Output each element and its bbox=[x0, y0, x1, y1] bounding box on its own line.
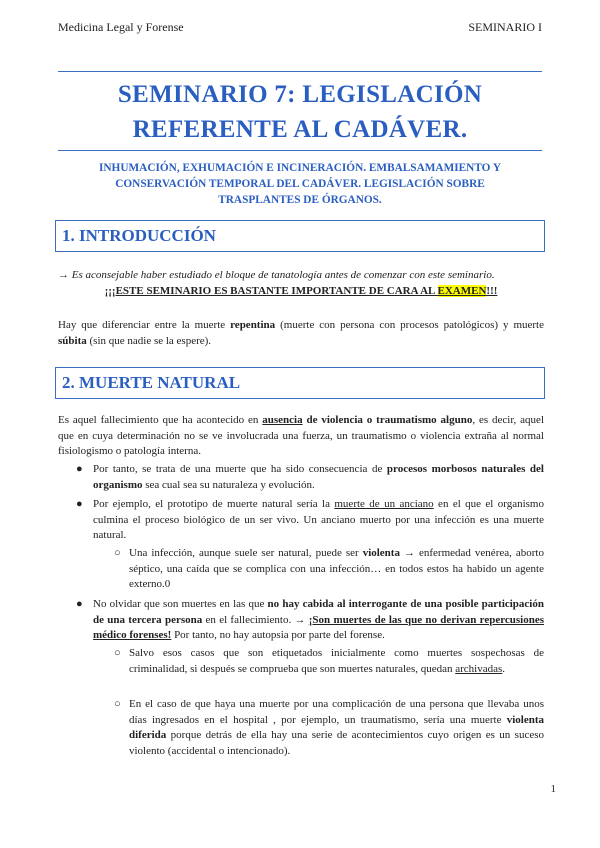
page-title bbox=[58, 77, 542, 147]
title-line-2: REFERENTE AL CADÁVER. bbox=[132, 116, 468, 143]
list-item: Una infección, aunque suele ser natural, puede ser violenta → enfermedad venérea, aborto séptico, una caída que se complica con una infección… en todos estos ha habido un agente externo.0 bbox=[129, 547, 544, 590]
title-bottom-rule bbox=[58, 150, 542, 151]
natural-death-definition: Es aquel fallecimiento que ha acontecido en ausencia de violencia o traumatismo alguno, es decir, aquel que en cuya determinación no se ve involucrada una fuerza, un traumatismo o violencia extraña al normal fisiologismo o patología interna. bbox=[58, 414, 544, 457]
page-number: 1 bbox=[550, 783, 556, 795]
exam-warning: ¡¡¡ESTE SEMINARIO ES BASTANTE IMPORTANTE DE CARA AL EXAMEN!!! bbox=[104, 285, 498, 297]
page-header bbox=[58, 20, 542, 35]
list-item: En el caso de que haya una muerte por una complicación de una persona que llevaba unos días ingresados en el hospital , por ejemplo, un traumatismo, sería una muerte violenta diferida porque detrás de ella hay una serie de acontecimientos cuyo origen es un suceso violento (accidental o intencionado). bbox=[129, 698, 544, 757]
list-item: Por ejemplo, el prototipo de muerte natural sería la muerte de un anciano en el que el organismo culmina el proceso biológico de un ser vivo. Un anciano muerto por una infección es una muerte natural. bbox=[93, 498, 544, 541]
circle-bullet-icon: ○ bbox=[114, 547, 121, 559]
subtitle bbox=[70, 160, 530, 208]
study-note: → Es aconsejable haber estudiado el bloque de tanatología antes de comenzar con este seminario. bbox=[58, 269, 495, 281]
list-item: No olvidar que son muertes en las que no hay cabida al interrogante de una posible participación de una tercera persona en el fallecimiento. → ¡Son muertes de las que no derivan repercusiones médico forenses! Por tanto, no hay autopsia por parte del forense. bbox=[93, 598, 544, 641]
header-seminar: SEMINARIO I bbox=[468, 20, 542, 34]
bullet-icon: ● bbox=[76, 598, 83, 610]
bullet-icon: ● bbox=[76, 498, 83, 510]
intro-paragraph: Hay que diferenciar entre la muerte repentina (muerte con persona con procesos patológicos) y muerte súbita (sin que nadie se la espere). bbox=[58, 319, 544, 347]
subtitle-line-3: TRASPLANTES DE ÓRGANOS. bbox=[218, 194, 382, 206]
list-item: Salvo esos casos que son etiquetados inicialmente como muertes sospechosas de criminalidad, si después se comprueba que son muertes naturales, quedan archivadas. bbox=[129, 647, 544, 675]
list-item: Por tanto, se trata de una muerte que ha sido consecuencia de procesos morbosos naturales del organismo sea cual sea su naturaleza y evolución. bbox=[93, 463, 544, 491]
subtitle-line-1: INHUMACIÓN, EXHUMACIÓN E INCINERACIÓN. EMBALSAMAMIENTO Y bbox=[99, 162, 501, 174]
exam-highlight: EXAMEN bbox=[437, 285, 487, 297]
title-top-rule bbox=[58, 71, 542, 72]
section-1-heading: 1. INTRODUCCIÓN bbox=[55, 220, 545, 252]
section-2-heading: 2. MUERTE NATURAL bbox=[55, 367, 545, 399]
subtitle-line-2: CONSERVACIÓN TEMPORAL DEL CADÁVER. LEGISLACIÓN SOBRE bbox=[115, 178, 485, 190]
bullet-icon: ● bbox=[76, 463, 83, 475]
circle-bullet-icon: ○ bbox=[114, 698, 121, 710]
circle-bullet-icon: ○ bbox=[114, 647, 121, 659]
title-line-1: SEMINARIO 7: LEGISLACIÓN bbox=[117, 81, 483, 108]
header-course: Medicina Legal y Forense bbox=[58, 20, 184, 34]
arrow-icon: → bbox=[58, 269, 69, 281]
